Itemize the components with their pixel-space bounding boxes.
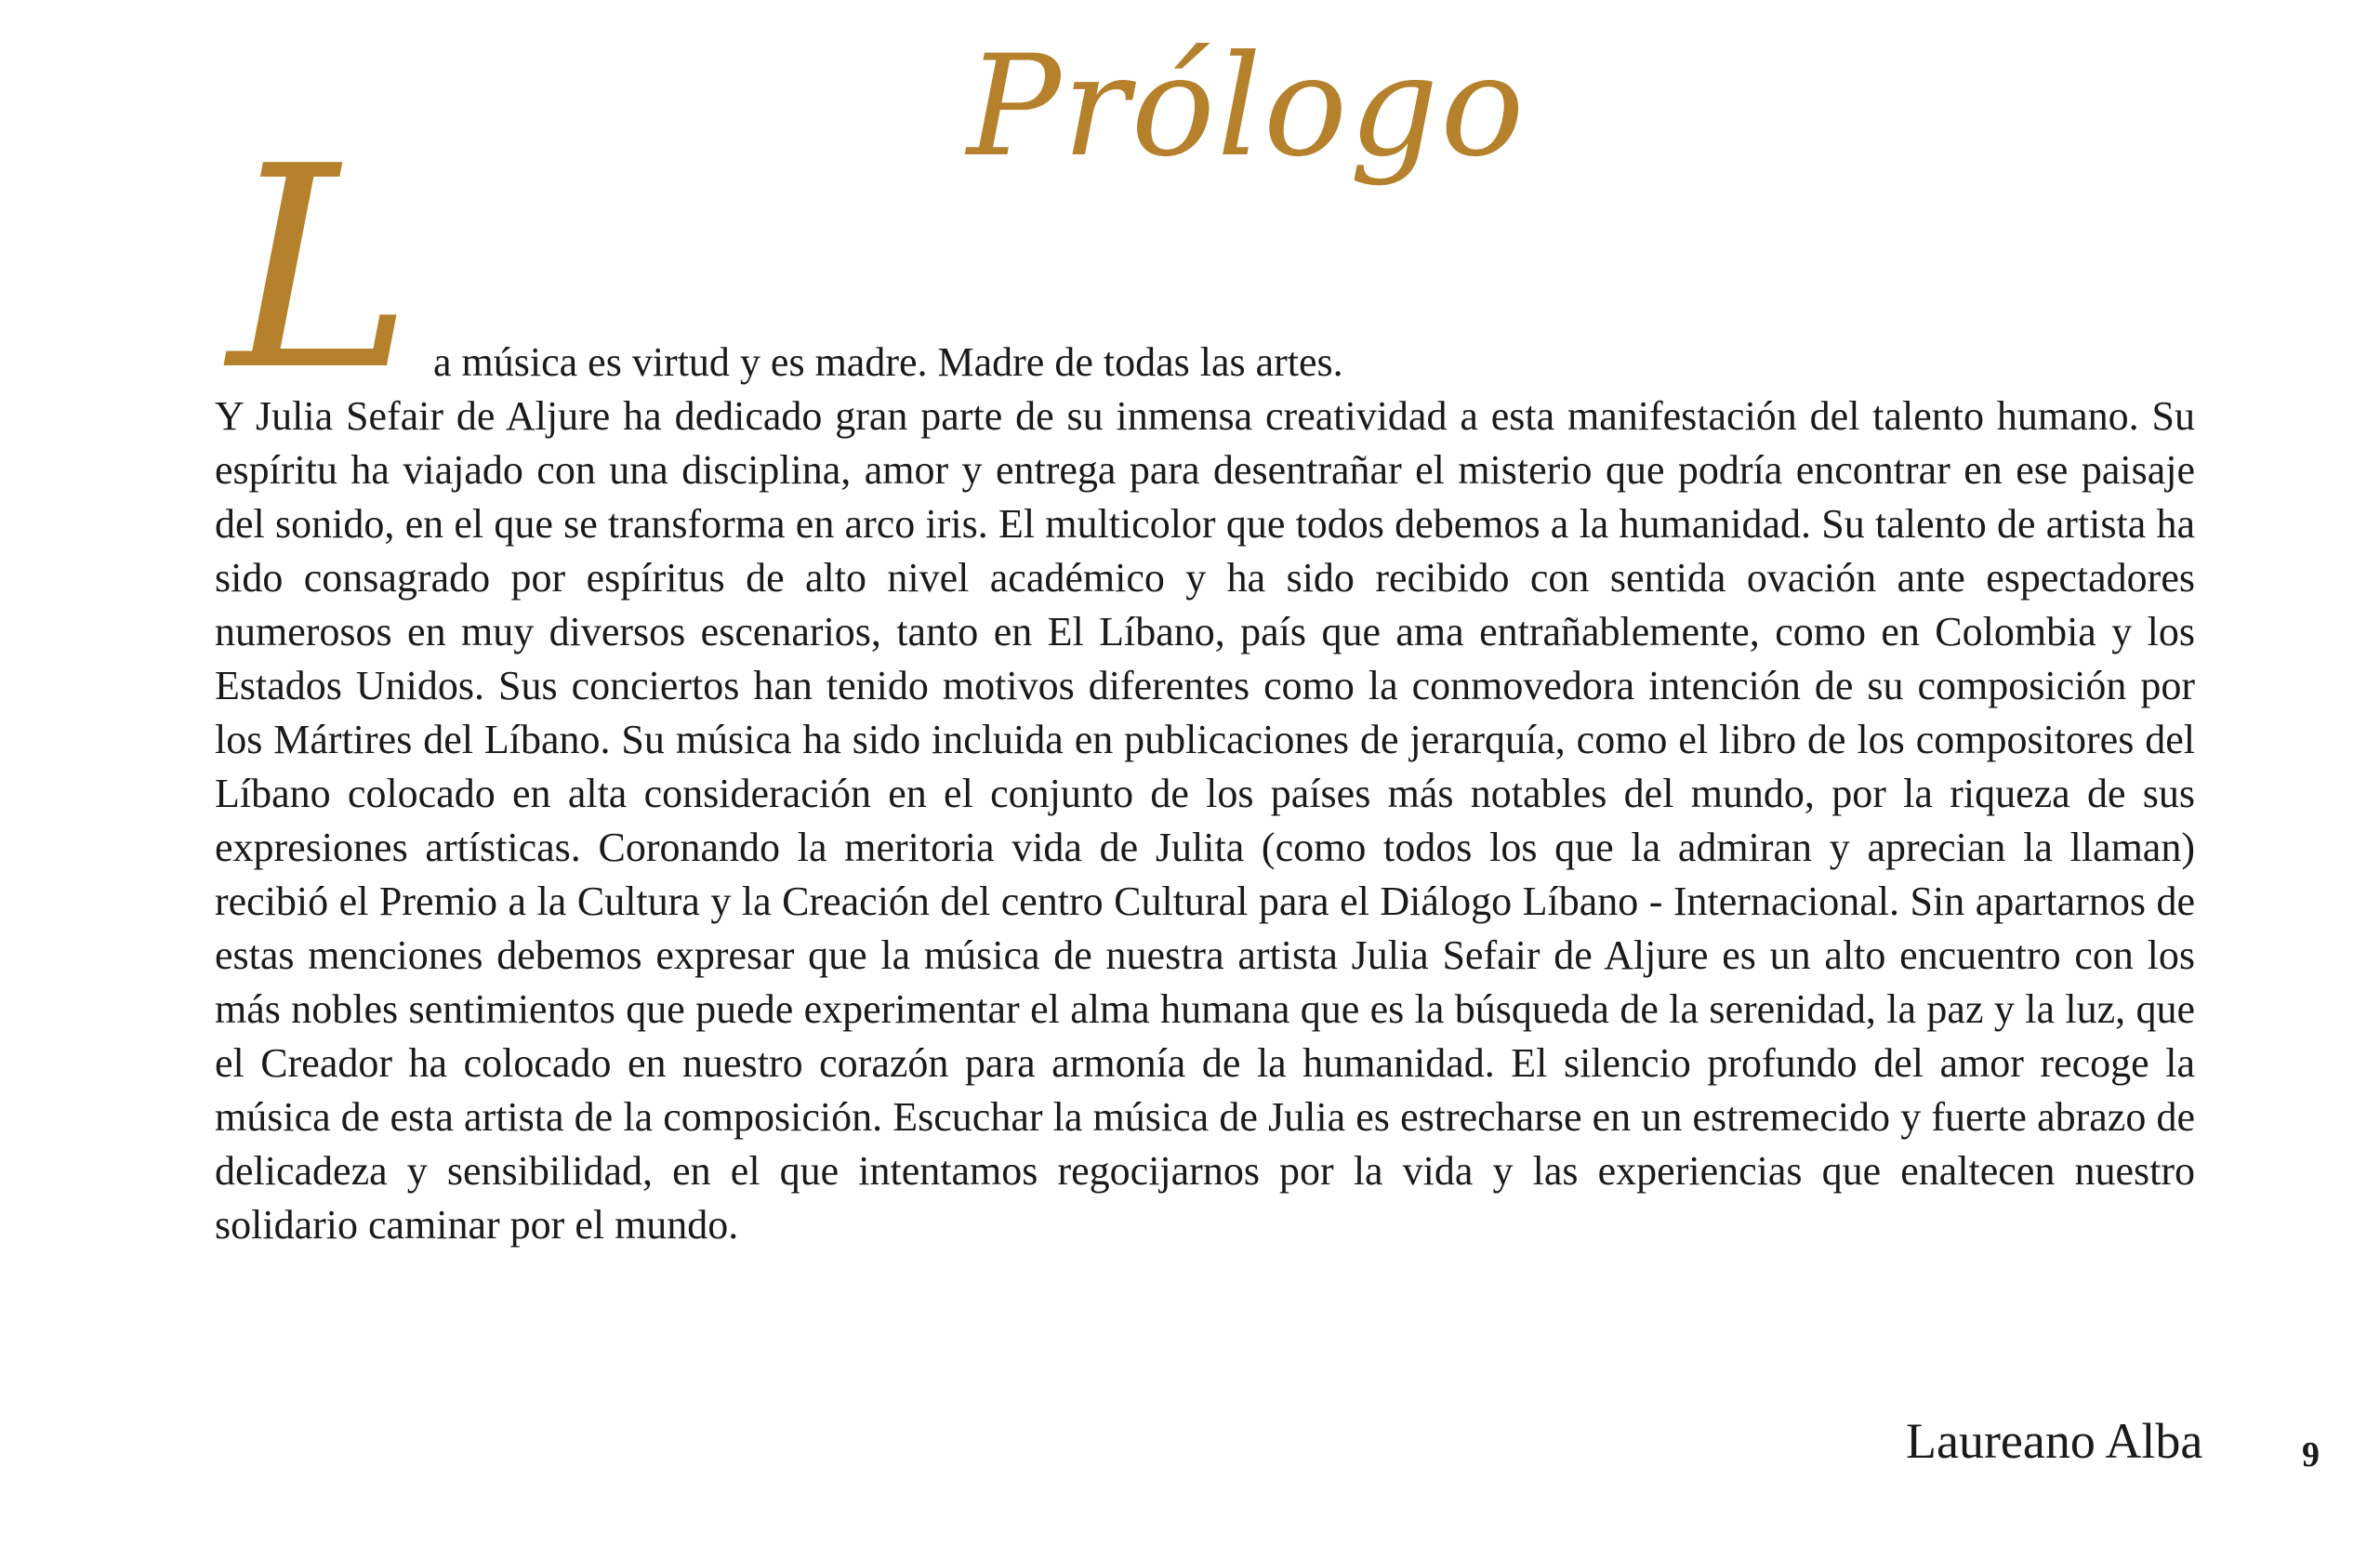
body-paragraph: Y Julia Sefair de Aljure ha dedicado gran parte de su inmensa creatividad a esta manifestación del talento humano. Su espíritu ha viajado con una disciplina, amor y entrega para desentrañar el misterio que podría encontrar en ese paisaje del sonido, en el que se transforma en arco iris. El multicolor que todos debemos a la humanidad. Su talento de artista ha sido consagrado por espíritus de alto nivel académico y ha sido recibido con sentida ovación ante espectadores numerosos en muy diversos escenarios, tanto en El Líbano, país que ama entrañablemente, como en Colombia y los Estados Unidos. Sus conciertos han tenido motivos diferentes como la conmovedora intención de su composición por los Mártires del Líbano. Su música ha sido incluida en publicaciones de jerarquía, como el libro de los compositores del Líbano colocado en alta consideración en el conjunto de los países más notables del mundo, por la riqueza de sus expresiones artísticas. Coronando la meritoria vida de Julita (como todos los que la admiran y aprecian la llaman) recibió el Premio a la Cultura y la Creación del centro Cultural para el Diálogo Líbano - Internacional. Sin apartarnos de estas menciones debemos expresar que la música de nuestra artista Julia Sefair de Aljure es un alto encuentro con los más nobles sentimientos que puede experimentar el alma humana que es la búsqueda de la serenidad, la paz y la luz, que el Creador ha colocado en nuestro corazón para armonía de la humanidad. El silencio profundo del amor recoge la música de esta artista de la composición. Escuchar la música de Julia es estrecharse en un estremecido y fuerte abrazo de delicadeza y sensibilidad, en el que intentamos regocijarnos por la vida y las experiencias que enaltecen nuestro solidario caminar por el mundo. (215, 393, 2195, 1248)
page-title: Prólogo (967, 26, 1527, 188)
author-signature: Laureano Alba (1906, 1413, 2203, 1469)
page-number: 9 (2302, 1435, 2320, 1474)
drop-cap: L (228, 107, 414, 431)
first-line: a música es virtud y es madre. Madre de todas las artes. (433, 339, 1343, 385)
